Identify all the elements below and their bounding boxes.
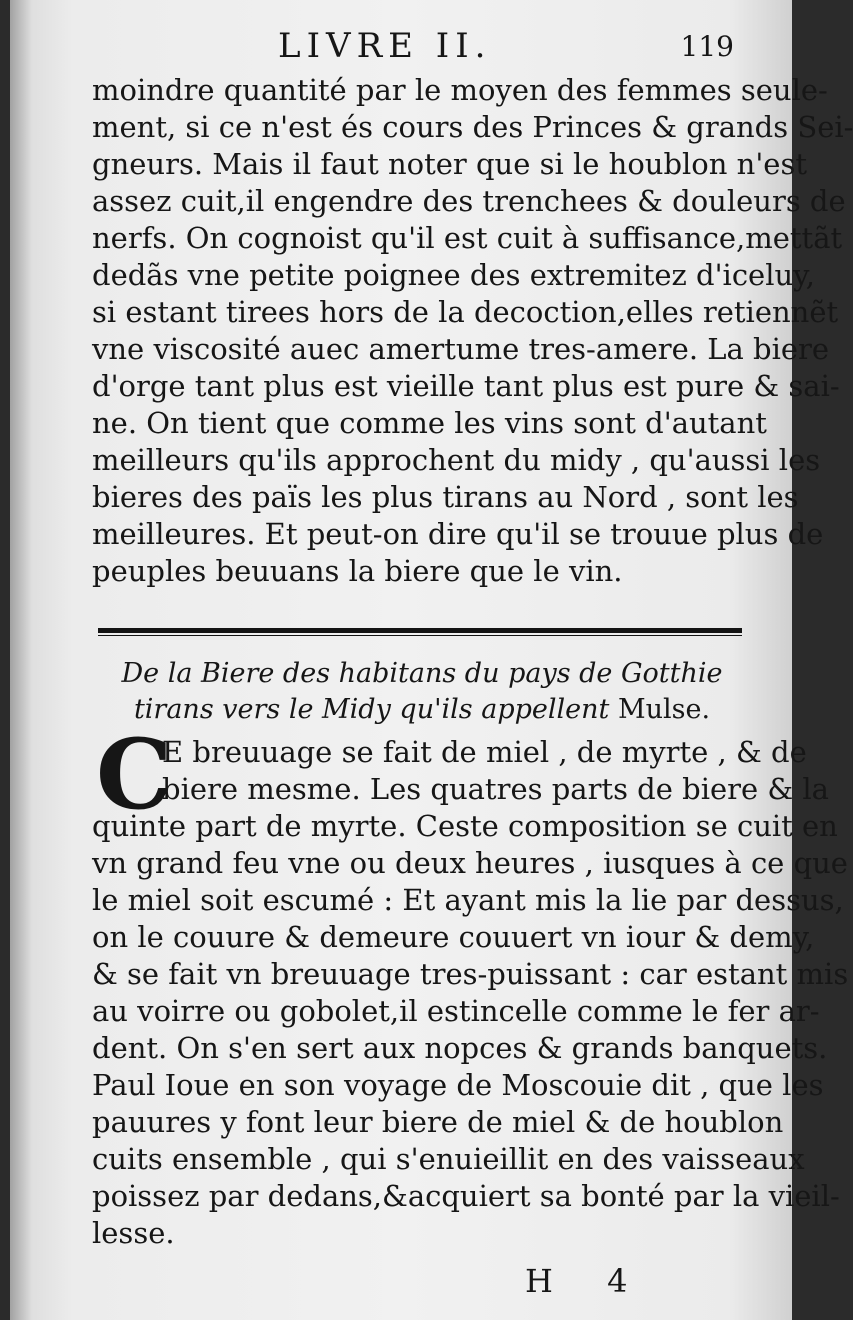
text-line: lesse.: [92, 1216, 175, 1250]
running-title: LIVRE II.: [278, 26, 492, 66]
binding-shadow: [10, 0, 32, 1320]
text-line: on le couure & demeure couuert vn iour & demy,: [92, 920, 815, 954]
signature-mark: H 4: [525, 1262, 650, 1300]
section-heading-italic: De la Biere des habitans du pays de Gotthie tirans vers le Midy qu'ils appellent: [121, 658, 723, 725]
text-line: assez cuit,il engendre des trenchees & douleurs de: [92, 184, 846, 218]
paragraph-mulse: [92, 718, 849, 1252]
text-line: meilleures. Et peut-on dire qu'il se trouue plus de: [92, 517, 824, 551]
section-heading: [92, 656, 752, 728]
rule-thick-line: [98, 628, 742, 633]
text-line: dent. On s'en sert aux nopces & grands banquets.: [92, 1031, 828, 1065]
text-line: peuples beuuans la biere que le vin.: [92, 554, 623, 588]
section-divider-rule: [98, 628, 742, 638]
text-line: & se fait vn breuuage tres-puissant : car estant mis: [92, 957, 849, 991]
text-line: cuits ensemble , qui s'enuieillit en des vaisseaux: [92, 1142, 805, 1176]
text-line: dedãs vne petite poignee des extremitez d'iceluy,: [92, 258, 815, 292]
text-line: si estant tirees hors de la decoction,elles retiennẽt: [92, 295, 839, 329]
text-line: biere mesme. Les quatres parts de biere & la: [162, 772, 829, 806]
running-head: [10, 26, 792, 66]
book-page: [10, 0, 853, 1320]
drop-cap-initial: C: [96, 718, 173, 831]
rule-thin-line: [98, 635, 742, 636]
text-line: meilleurs qu'ils approchent du midy , qu'aussi les: [92, 443, 821, 477]
text-line: bieres des païs les plus tirans au Nord , sont les: [92, 480, 799, 514]
paragraph-continuation: [92, 72, 853, 590]
text-line: au voirre ou gobolet,il estincelle comme le fer ar-: [92, 994, 820, 1028]
section-heading-term: Mulse.: [617, 694, 711, 725]
text-line: nerfs. On cognoist qu'il est cuit à suffisance,mettãt: [92, 221, 843, 255]
text-line: poissez par dedans,&acquiert sa bonté par la vieil-: [92, 1179, 840, 1213]
text-line: vne viscosité auec amertume tres-amere. La biere: [92, 332, 830, 366]
text-line: pauures y font leur biere de miel & de houblon: [92, 1105, 784, 1139]
page-number: 119: [680, 30, 734, 63]
text-line: gneurs. Mais il faut noter que si le houblon n'est: [92, 147, 808, 181]
text-line: ne. On tient que comme les vins sont d'autant: [92, 406, 767, 440]
text-line: ment, si ce n'est és cours des Princes & grands Sei-: [92, 110, 853, 144]
text-line: E breuuage se fait de miel , de myrte , & de: [162, 735, 807, 769]
text-line: d'orge tant plus est vieille tant plus est pure & sai-: [92, 369, 840, 403]
text-line: quinte part de myrte. Ceste composition se cuit en: [92, 809, 838, 843]
text-line: Paul Ioue en son voyage de Moscouie dit , que les: [92, 1068, 824, 1102]
text-line: vn grand feu vne ou deux heures , iusques à ce que: [92, 846, 848, 880]
text-line: le miel soit escumé : Et ayant mis la lie par dessus,: [92, 883, 844, 917]
text-line: moindre quantité par le moyen des femmes seule-: [92, 73, 828, 107]
